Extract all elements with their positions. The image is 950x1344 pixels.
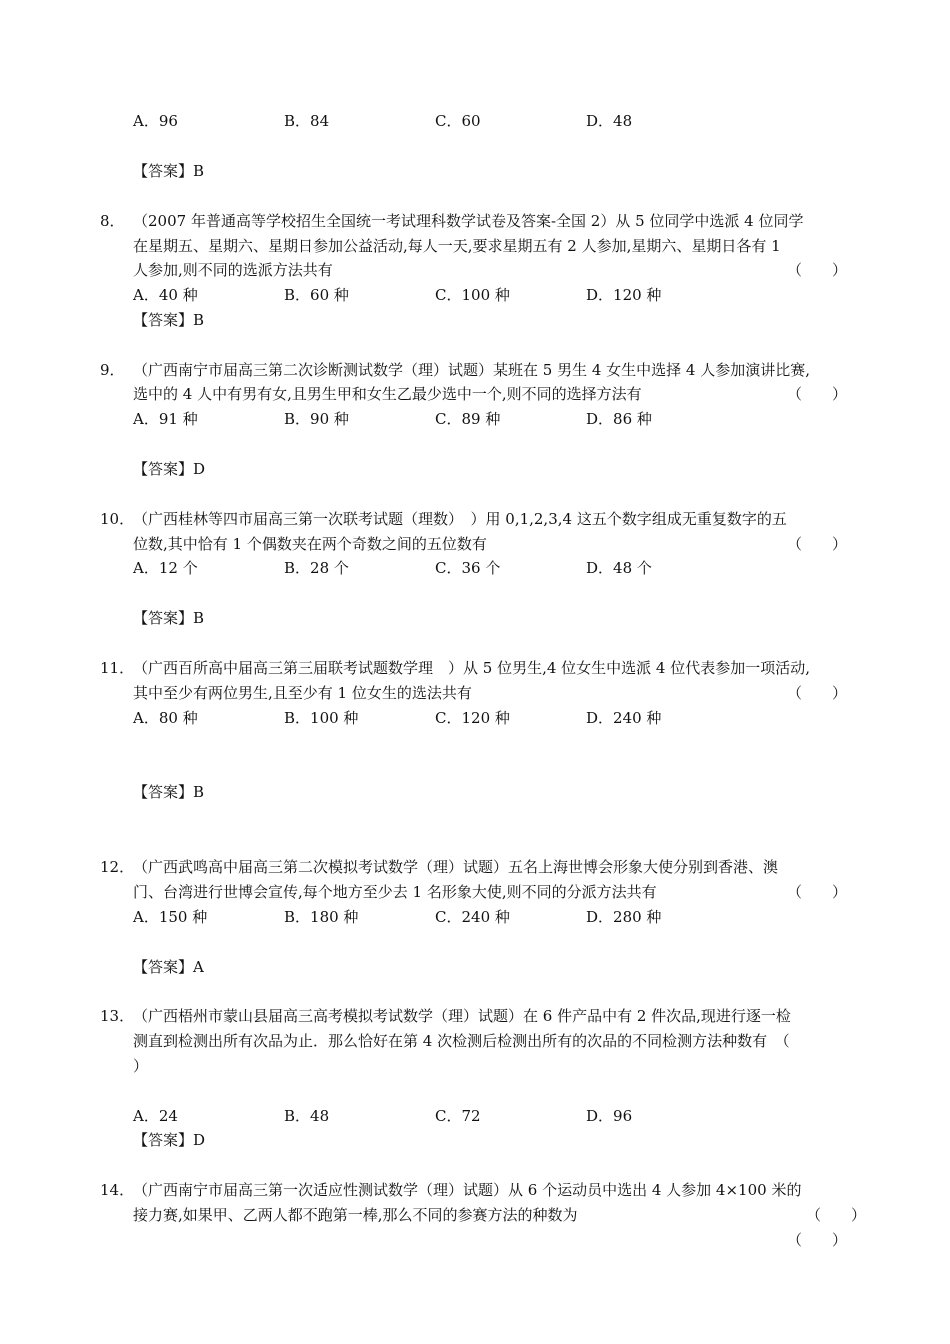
q13-option-d: D．96 — [586, 1107, 633, 1125]
q10-line-2: 位数,其中恰有 1 个偶数夹在两个奇数之间的五位数有 — [133, 535, 487, 553]
q10-answer: 【答案】B — [133, 609, 205, 627]
q10-option-a: A．12 个 — [133, 559, 198, 577]
q8-answer-blank: （ ） — [787, 261, 848, 279]
q9-option-c: C．89 种 — [435, 410, 501, 428]
q10-option-d: D．48 个 — [586, 559, 652, 577]
q8-option-c: C．100 种 — [435, 286, 510, 304]
q14-line-1: （广西南宁市届高三第一次适应性测试数学（理）试题）从 6 个运动员中选出 4 人参加 4×100 米的 — [133, 1181, 802, 1199]
q12-option-b: B．180 种 — [284, 908, 359, 926]
q9-line-1: （广西南宁市届高三第二次诊断测试数学（理）试题）某班在 5 男生 4 女生中选择 4 人参加演讲比赛, — [133, 361, 811, 379]
q12-option-a: A．150 种 — [133, 908, 208, 926]
q11-line-2: 其中至少有两位男生,且至少有 1 位女生的选法共有 — [133, 684, 472, 702]
q10-line-1: （广西桂林等四市届高三第一次联考试题（理数） ）用 0,1,2,3,4 这五个数字组成无重复数字的五 — [133, 510, 787, 528]
q8-number: 8． — [100, 212, 125, 230]
q7-option-c: C．60 — [435, 112, 481, 130]
q13-answer: 【答案】D — [133, 1131, 206, 1149]
q8-option-d: D．120 种 — [586, 286, 662, 304]
q12-number: 12． — [100, 858, 135, 876]
q11-number: 11． — [100, 659, 135, 677]
q11-option-a: A．80 种 — [133, 709, 198, 727]
q12-option-c: C．240 种 — [435, 908, 510, 926]
q9-option-b: B．90 种 — [284, 410, 349, 428]
q7-option-a: A．96 — [133, 112, 178, 130]
q9-option-d: D．86 种 — [586, 410, 652, 428]
q8-answer: 【答案】B — [133, 311, 205, 329]
q14-line-2: 接力赛,如果甲、乙两人都不跑第一棒,那么不同的参赛方法的种数为 — [133, 1206, 578, 1224]
q9-option-a: A．91 种 — [133, 410, 198, 428]
q13-line-1: （广西梧州市蒙山县届高三高考模拟考试数学（理）试题）在 6 件产品中有 2 件次品,现进行逐一检 — [133, 1007, 791, 1025]
q10-number: 10． — [100, 510, 135, 528]
q12-answer-blank: （ ） — [787, 883, 848, 901]
q12-answer: 【答案】A — [133, 958, 204, 976]
q8-option-a: A．40 种 — [133, 286, 198, 304]
q11-option-d: D．240 种 — [586, 709, 662, 727]
q13-option-c: C．72 — [435, 1107, 481, 1125]
q8-line-2: 在星期五、星期六、星期日参加公益活动,每人一天,要求星期五有 2 人参加,星期六、星期日各有 1 — [133, 237, 781, 255]
q11-option-b: B．100 种 — [284, 709, 359, 727]
q9-answer: 【答案】D — [133, 460, 206, 478]
q11-line-1: （广西百所高中届高三第三届联考试题数学理 ）从 5 位男生,4 位女生中选派 4 位代表参加一项活动, — [133, 659, 811, 677]
q13-line-2: 测直到检测出所有次品为止．那么恰好在第 4 次检测后检测出所有的次品的不同检测方法种数有 （ — [133, 1032, 790, 1050]
q9-number: 9． — [100, 361, 125, 379]
q8-option-b: B．60 种 — [284, 286, 349, 304]
q14-number: 14． — [100, 1181, 135, 1199]
q11-option-c: C．120 种 — [435, 709, 510, 727]
q13-number: 13． — [100, 1007, 135, 1025]
q8-line-1: （2007 年普通高等学校招生全国统一考试理科数学试卷及答案-全国 2）从 5 位同学中选派 4 位同学 — [133, 212, 804, 230]
q10-answer-blank: （ ） — [787, 535, 848, 553]
q7-option-b: B．84 — [284, 112, 330, 130]
q12-line-1: （广西武鸣高中届高三第二次模拟考试数学（理）试题）五名上海世博会形象大使分别到香港、澳 — [133, 858, 779, 876]
q10-option-c: C．36 个 — [435, 559, 501, 577]
q13-line-3: ） — [133, 1057, 149, 1075]
q11-answer: 【答案】B — [133, 783, 205, 801]
q14-answer-blank: （ ） — [806, 1206, 867, 1224]
q9-line-2: 选中的 4 人中有男有女,且男生甲和女生乙最少选中一个,则不同的选择方法有 — [133, 385, 642, 403]
q13-option-b: B．48 — [284, 1107, 330, 1125]
q13-option-a: A．24 — [133, 1107, 178, 1125]
q11-answer-blank: （ ） — [787, 684, 848, 702]
q8-line-3: 人参加,则不同的选派方法共有 — [133, 261, 333, 279]
q12-option-d: D．280 种 — [586, 908, 662, 926]
q7-answer: 【答案】B — [133, 162, 205, 180]
q14-answer-blank-2: （ ） — [787, 1231, 848, 1249]
q9-answer-blank: （ ） — [787, 385, 848, 403]
q7-option-d: D．48 — [586, 112, 633, 130]
q12-line-2: 门、台湾进行世博会宣传,每个地方至少去 1 名形象大使,则不同的分派方法共有 — [133, 883, 657, 901]
q10-option-b: B．28 个 — [284, 559, 349, 577]
